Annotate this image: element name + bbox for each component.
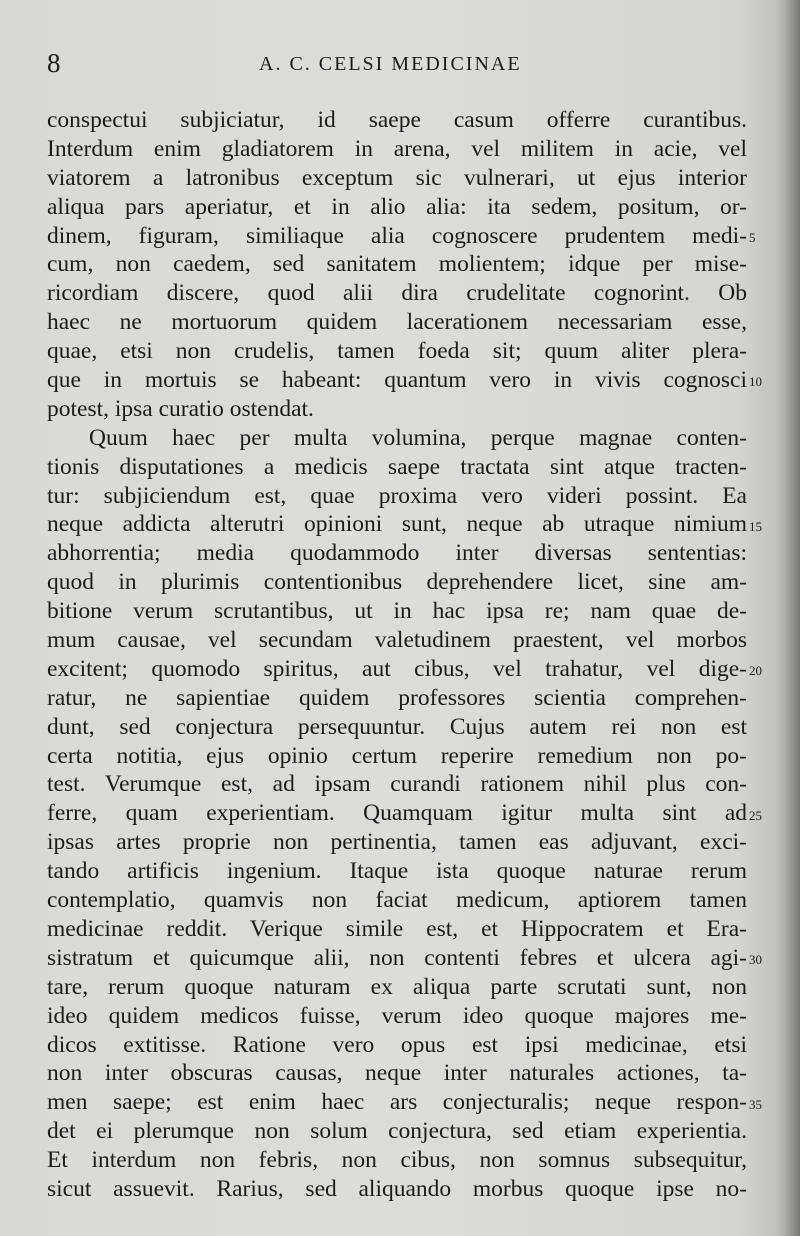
margin-line-number: 15 [749,518,762,534]
page-number: 8 [47,48,61,78]
text-line: aliqua pars aperiatur, et in alio alia: ita sedem, positum, or- [47,193,747,220]
text-line: viatorem a latronibus exceptum sic vulnerari, ut ejus interior [47,164,747,191]
text-line: tare, rerum quoque naturam ex aliqua parte scrutati sunt, non [47,973,747,1000]
text-line: haec ne mortuorum quidem lacerationem necessariam esse, [47,309,747,336]
margin-line-number: 25 [749,807,762,823]
text-line: medicinae reddit. Verique simile est, et Hippocratem et Era- [47,915,747,942]
text-line: contemplatio, quamvis non faciat medicum, aptiorem tamen [47,887,747,914]
text-line: ideo quidem medicos fuisse, verum ideo quoque majores me- [47,1002,747,1029]
text-line: dicos extitisse. Ratione vero opus est ipsi medicinae, etsi [47,1031,747,1058]
page-header [47,46,747,86]
text-line: tando artificis ingenium. Itaque ista quoque naturae rerum [47,858,747,885]
margin-line-number: 10 [749,374,762,390]
text-line: bitione verum scrutantibus, ut in hac ipsa re; nam quae de- [47,598,747,625]
text-line: non inter obscuras causas, neque inter naturales actiones, ta- [47,1060,747,1087]
spine-shadow [778,0,800,1236]
text-line: tionis disputationes a medicis saepe tractata sint atque tracten- [47,453,747,480]
text-line: abhorrentia; media quodammodo inter diversas sententias: [47,540,747,567]
text-line: excitent; quomodo spiritus, aut cibus, vel trahatur, vel dige- [47,655,747,682]
text-line: ratur, ne sapientiae quidem professores scientia comprehen- [47,684,747,711]
text-line: sistratum et quicumque alii, non contenti febres et ulcera agi- [47,944,747,971]
text-line: certa notitia, ejus opinio certum reperire remedium non po- [47,742,747,769]
text-line: Et interdum non febris, non cibus, non somnus subsequitur, [47,1147,747,1174]
text-line: Interdum enim gladiatorem in arena, vel militem in acie, vel [47,135,747,162]
text-line: ferre, quam experientiam. Quamquam igitur multa sint ad [47,800,747,827]
text-line: quod in plurimis contentionibus deprehendere licet, sine am- [47,569,747,596]
text-line: dinem, figuram, similiaque alia cognoscere prudentem medi- [47,222,747,249]
text-line: tur: subjiciendum est, quae proxima vero videri possint. Ea [47,482,747,509]
text-line: dunt, sed conjectura persequuntur. Cujus autem rei non est [47,713,747,740]
body-text [47,106,747,1204]
text-line: cum, non caedem, sed sanitatem molientem; idque per mise- [47,251,747,278]
running-head: A. C. CELSI MEDICINAE [259,53,522,75]
text-line: neque addicta alterutri opinioni sunt, neque ab utraque nimium [47,511,747,538]
margin-line-number: 35 [749,1096,762,1112]
text-line: mum causae, vel secundam valetudinem praestent, vel morbos [47,627,747,654]
text-line: men saepe; est enim haec ars conjecturalis; neque respon- [47,1089,747,1116]
margin-line-number: 5 [749,229,756,245]
text-line: test. Verumque est, ad ipsam curandi rationem nihil plus con- [47,771,747,798]
text-line: ricordiam discere, quod alii dira crudelitate cognorint. Ob [47,280,747,307]
text-line: sicut assuevit. Rarius, sed aliquando morbus quoque ipse no- [47,1175,747,1202]
text-line: conspectui subjiciatur, id saepe casum offerre curantibus. [47,107,747,133]
margin-line-number: 20 [749,663,762,679]
text-line: que in mortuis se habeant: quantum vero in vivis cognosci [47,367,747,394]
margin-line-number: 30 [749,952,762,968]
text-line: potest, ipsa curatio ostendat. [47,395,314,422]
text-line: det ei plerumque non solum conjectura, sed etiam experientia. [47,1118,747,1145]
text-line: Quum haec per multa volumina, perque magnae conten- [89,424,747,451]
text-line: quae, etsi non crudelis, tamen foeda sit; quum aliter plera- [47,338,747,365]
text-line: ipsas artes proprie non pertinentia, tamen eas adjuvant, exci- [47,829,747,856]
